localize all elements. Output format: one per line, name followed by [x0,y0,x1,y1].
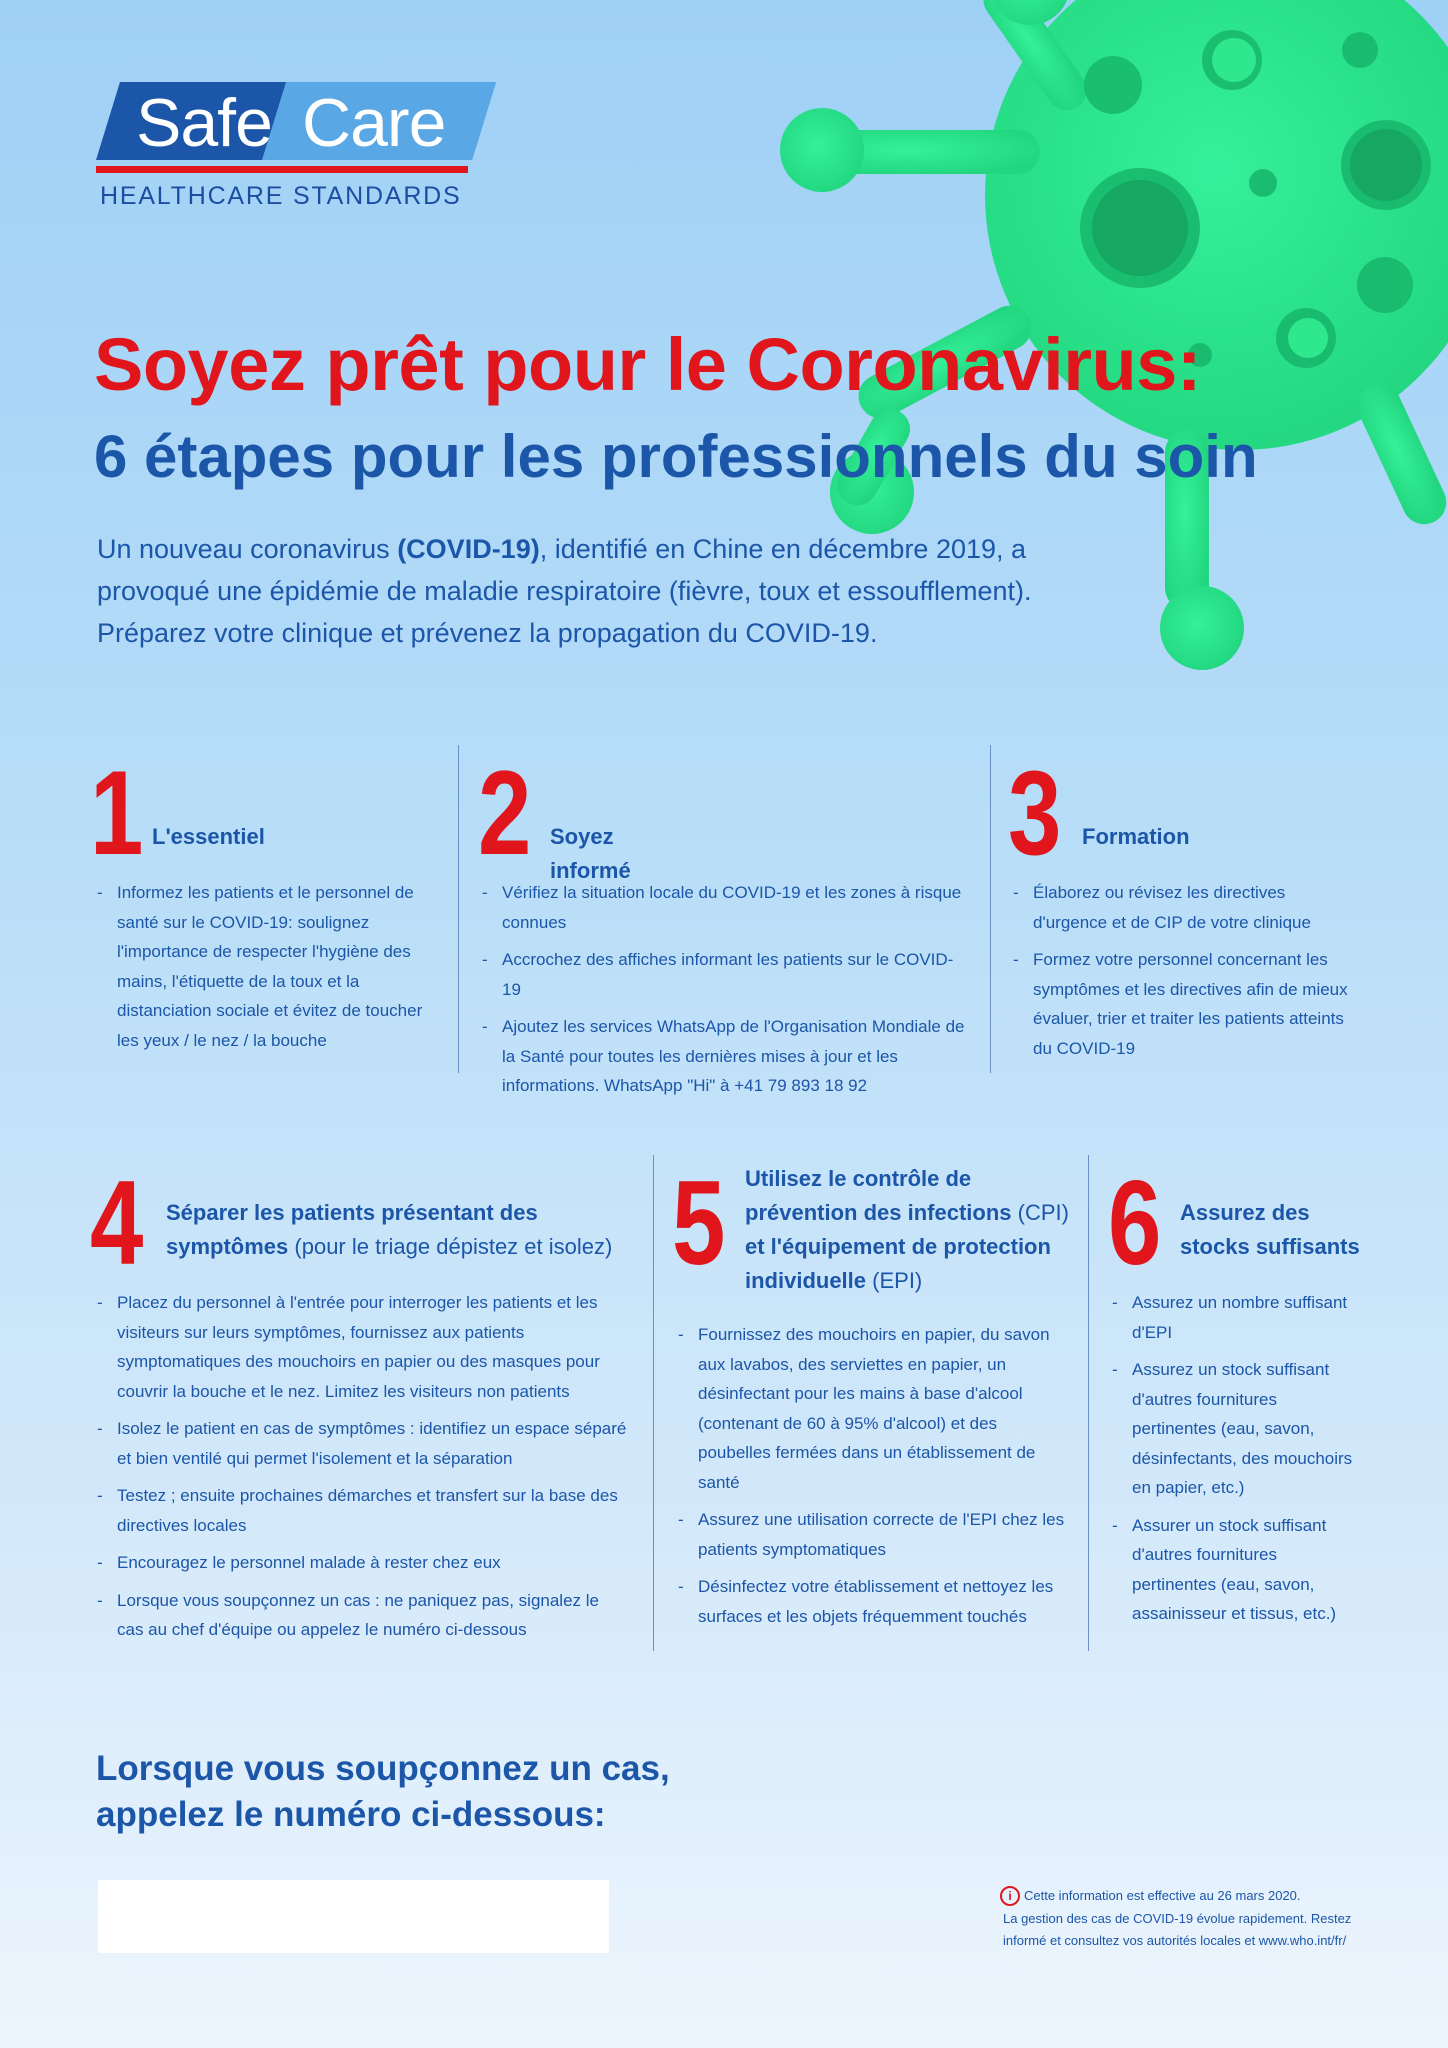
call-to-action-line: Lorsque vous soupçonnez un cas, [96,1749,670,1788]
call-to-action-line: appelez le numéro ci-dessous: [96,1795,606,1834]
step-bullets [482,878,972,1109]
footer-line: La gestion des cas de COVID-19 évolue rapidement. Restez [1003,1910,1352,1926]
footer-info [1003,1885,1383,1952]
step-number: 6 [1108,1156,1162,1290]
list-item: - Formez votre personnel concernant les symptômes et les directives afin de mieux évaluer, trier et traiter les patients atteints du COVID-19 [1013,945,1358,1063]
step-number: 5 [672,1156,726,1290]
step-title-line [745,1264,1075,1298]
step-bullets [1013,878,1358,1071]
intro-line-1 [97,528,1117,570]
step-title [745,1162,1075,1298]
column-divider [1088,1155,1089,1651]
intro-paragraph [97,528,1117,654]
step-number: 4 [90,1156,144,1290]
list-item: - Désinfectez votre établissement et nettoyez les surfaces et les objets fréquemment touchés [678,1572,1068,1631]
logo-word-care: Care [302,85,446,161]
call-to-action [96,1746,670,1838]
step-title-note: (CPI) [1011,1200,1069,1225]
intro-text: , identifié en Chine en décembre 2019, a [539,534,1027,564]
step-number: 1 [90,746,144,880]
step-title-line [166,1230,646,1264]
column-divider [458,745,459,1073]
list-item: - Assurer un stock suffisant d'autres fournitures pertinentes (eau, savon, assainisseur et tissus, etc.) [1112,1511,1357,1629]
step-title-line: et l'équipement de protection [745,1234,1051,1259]
step-title-bold: symptômes [166,1234,289,1259]
step-title: L'essentiel [152,824,265,849]
step-title-note: (EPI) [866,1268,923,1293]
list-item: - Ajoutez les services WhatsApp de l'Organisation Mondiale de la Santé pour toutes les dernières mises à jour et les informations. WhatsApp "Hi" à +41 79 893 18 92 [482,1012,972,1101]
step-bullets [1112,1288,1357,1637]
phone-number-box [98,1880,609,1953]
step-title-bold: individuelle [745,1268,867,1293]
intro-line-2: provoqué une épidémie de maladie respiratoire (fièvre, toux et essoufflement). [97,576,1032,606]
step-title: Formation [1082,824,1190,849]
column-divider [990,745,991,1073]
list-item: - Lorsque vous soupçonnez un cas : ne paniquez pas, signalez le cas au chef d'équipe ou appelez le numéro ci-dessous [97,1586,627,1645]
page-title: Soyez prêt pour le Coronavirus: [94,323,1202,406]
step-bullets [97,1288,627,1653]
page-subtitle: 6 étapes pour les professionnels du soin [94,423,1258,490]
step-title-note: (pour le triage dépistez et isolez) [288,1234,613,1259]
step-title-line: Assurez des [1180,1200,1310,1225]
footer-text: Cette information est effective au 26 mars 2020. [1024,1888,1301,1903]
list-item: - Fournissez des mouchoirs en papier, du savon aux lavabos, des serviettes en papier, un désinfectant pour les mains à base d'alcool (contenant de 60 à 95% d'alcool) et des poubelles fermées dans un établissement de santé [678,1320,1068,1497]
logo-word-safe: Safe [136,85,272,161]
step-title-line: Utilisez le contrôle de [745,1166,972,1191]
list-item: - Placez du personnel à l'entrée pour interroger les patients et les visiteurs sur leurs symptômes, fournissez aux patients symptomatiques des mouchoirs en papier ou des masques pour couvrir la bouche et le nez. Limitez les visiteurs non patients [97,1288,627,1406]
list-item: - Informez les patients et le personnel de santé sur le COVID-19: soulignez l'importance de respecter l'hygiène des mains, l'étiquette de la toux et la distanciation sociale et évitez de toucher les yeux / le nez / la bouche [97,878,437,1055]
footer-line [1003,1885,1383,1908]
list-item: - Assurez un stock suffisant d'autres fournitures pertinentes (eau, savon, désinfectants, des mouchoirs en papier, etc.) [1112,1355,1357,1503]
step-title-line: stocks suffisants [1180,1234,1360,1259]
step-title [1180,1196,1430,1264]
step-bullets [97,878,437,1063]
list-item: - Encouragez le personnel malade à rester chez eux [97,1548,627,1578]
step-title-line [745,1196,1075,1230]
footer-line: informé et consultez vos autorités locales et www.who.int/fr/ [1003,1932,1347,1948]
info-icon: i [1000,1886,1020,1906]
list-item: - Assurez un nombre suffisant d'EPI [1112,1288,1357,1347]
intro-text: Un nouveau coronavirus [97,534,398,564]
step-number: 2 [478,746,532,880]
step-number: 3 [1008,746,1062,880]
safecare-logo [96,80,496,215]
list-item: - Accrochez des affiches informant les patients sur le COVID-19 [482,945,972,1004]
step-title: Soyez informé [550,824,631,883]
list-item: - Élaborez ou révisez les directives d'urgence et de CIP de votre clinique [1013,878,1358,937]
column-divider [653,1155,654,1651]
list-item: - Isolez le patient en cas de symptômes : identifiez un espace séparé et bien ventilé qui permet l'isolement et la séparation [97,1414,627,1473]
logo-tagline: HEALTHCARE STANDARDS [100,182,462,210]
step-bullets [678,1320,1068,1639]
intro-covid-bold: (COVID-19) [397,534,540,564]
step-title-line: Séparer les patients présentant des [166,1200,538,1225]
list-item: - Vérifiez la situation locale du COVID-19 et les zones à risque connues [482,878,972,937]
step-title [166,1196,646,1264]
list-item: - Assurez une utilisation correcte de l'EPI chez les patients symptomatiques [678,1505,1068,1564]
intro-line-3: Préparez votre clinique et prévenez la propagation du COVID-19. [97,618,878,648]
step-title-bold: prévention des infections [745,1200,1012,1225]
list-item: - Testez ; ensuite prochaines démarches et transfert sur la base des directives locales [97,1481,627,1540]
